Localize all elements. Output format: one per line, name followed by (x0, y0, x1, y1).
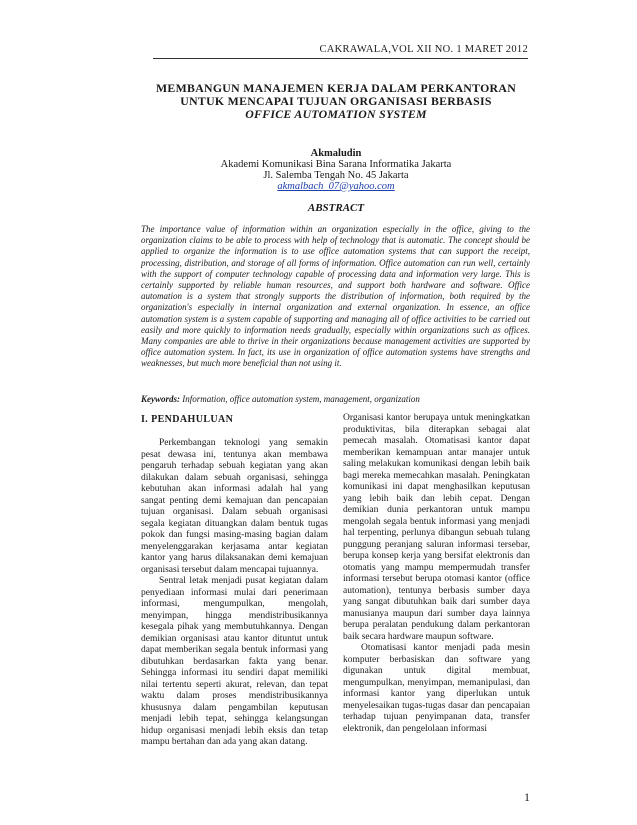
keywords-label: Keywords: (141, 394, 180, 404)
journal-header: CAKRAWALA,VOL XII NO. 1 MARET 2012 (319, 44, 528, 55)
author-email-link[interactable]: akmalbach_07@yahoo.com (277, 181, 395, 192)
body-paragraph: Sentral letak menjadi pusat kegiatan dalam penyediaan informasi mulai dari penerimaan informasi, mengumpulkan, mengolah, menyimpan, hingga mendistribusikannya kesegala pihak yang membutuhkannya. Dengan demikian organisasi atau kantor dituntut untuk dapat memberikan segala bentuk informasi yang dibutuhkan berdasarkan fakta yang benar. Sehingga informasi itu sendiri dapat memiliki nilai tertentu seperti akurat, relevan, dan tepat waktu dalam proses mendistribusikannya khususnya dalam pengambilan keputusan menjadi lebih tepat, sehingga kelangsungan hidup organisasi menjadi lebih eksis dan tetap mampu bertahan dan ada yang akan datang. (141, 576, 328, 747)
title-line-3: OFFICE AUTOMATION SYSTEM (245, 107, 427, 121)
body-paragraph: Otomatisasi kantor menjadi pada mesin komputer berbasiskan dan software yang digunakan untuk digital membuat, mengumpulkan, menyimpan, memanipulasi, dan informasi kantor yang diperlukan untuk menyelesaikan tugas-tugas dasar dan pencapaian terhadap tujuan penyimpanan data, transfer elektronik, dan pengelolaan informasi (343, 643, 530, 734)
author-block (140, 148, 532, 192)
abstract-text: The importance value of information within an organization especially in the office, giving to the organization claims to be able to process with help of technology that is automatic. The concept should be applied to organize the information is to use office automation systems that can support the receipt, processing, distribution, and storage of all forms of information. Office automation can run well, certainly with the support of computer technology capable of processing data and information very large. This is certainly supported by reliable human resources, and support both hardware and software. Office automation is a system that strongly supports the distribution of information, both required by the organization's especially in internal organization and external organization. In essence, an office automation system is a system capable of supporting and managing all of office activities to be carried out easily and more quickly to information needs gradually, especially within organizations such as offices. Many companies are able to thrive in their organizations because management activities are supported by office automation system. In fact, its use in organization of office automation systems have strengths and weaknesses, but much more beneficial than not using it. (141, 224, 530, 369)
abstract-heading: ABSTRACT (307, 202, 365, 214)
body-column-right (343, 413, 530, 735)
body-column-left (141, 438, 328, 749)
page-number: 1 (524, 790, 530, 804)
author-address: Jl. Salemba Tengah No. 45 Jakarta (263, 170, 409, 181)
body-paragraph: Perkembangan teknologi yang semakin pesat dewasa ini, tentunya akan membawa pengaruh terhadap sebuah kegiatan yang akan dilakukan dalam sebuah organisasi, sehingga kebutuhan akan informasi adalah hal yang sangat penting demi kemajuan dan pencapaian tujuan organisasi. Dalam sebuah organisasi segala kegiatan dituangkan dalam bentuk tugas pokok dan fungsi masing-masing bagian dalam menyelenggarakan kerjasama antar kegiatan kantor yang harus dilaksanakan demi kemajuan organisasi tersebut dalam mencapai tujuannya. (141, 438, 328, 575)
section-heading-pendahuluan: I. PENDAHULUAN (141, 414, 234, 425)
keywords-line (141, 394, 530, 404)
title-line-1: MEMBANGUN MANAJEMEN KERJA DALAM PERKANTORAN (155, 81, 517, 95)
keywords-text: Information, office automation system, management, organization (182, 394, 420, 404)
body-paragraph: Organisasi kantor berupaya untuk meningkatkan produktivitas, bila diterapkan sebagai alat pemecah masalah. Otomatisasi kantor dapat memberikan kemampuan antar manajer untuk saling melakukan komunikasi dengan lebih baik bagi mereka memecahkan masalah. Peningkatan komunikasi ini dapat menghasilkan keputusan yang lebih baik dan lebih cepat. Dengan demikian dunia perkantoran untuk mampu mengolah segala bentuk informasi yang menjadi hal terpenting, perlunya dibangun sebuah tulang punggung peranjang saluran informasi tersebar, berupa konsep kerja yang bersifat elektronis dan otomatis yang mampu mempermudah transfer informasi tersebut berupa otomasi kantor (office automation), tentunya berbasis sumber daya yang sangat dibutuhkan baik dari sumber daya manusianya maupun dari sumber daya lainnya berupa peralatan pendukung dalam perkantoran baik secara hardware maupun software. (343, 413, 530, 642)
header-rule (153, 58, 528, 59)
author-name: Akmaludin (310, 148, 362, 159)
author-affiliation: Akademi Komunikasi Bina Sarana Informatika Jakarta (220, 159, 452, 170)
title-line-2: UNTUK MENCAPAI TUJUAN ORGANISASI BERBASIS (180, 94, 492, 108)
paper-title (140, 82, 532, 121)
